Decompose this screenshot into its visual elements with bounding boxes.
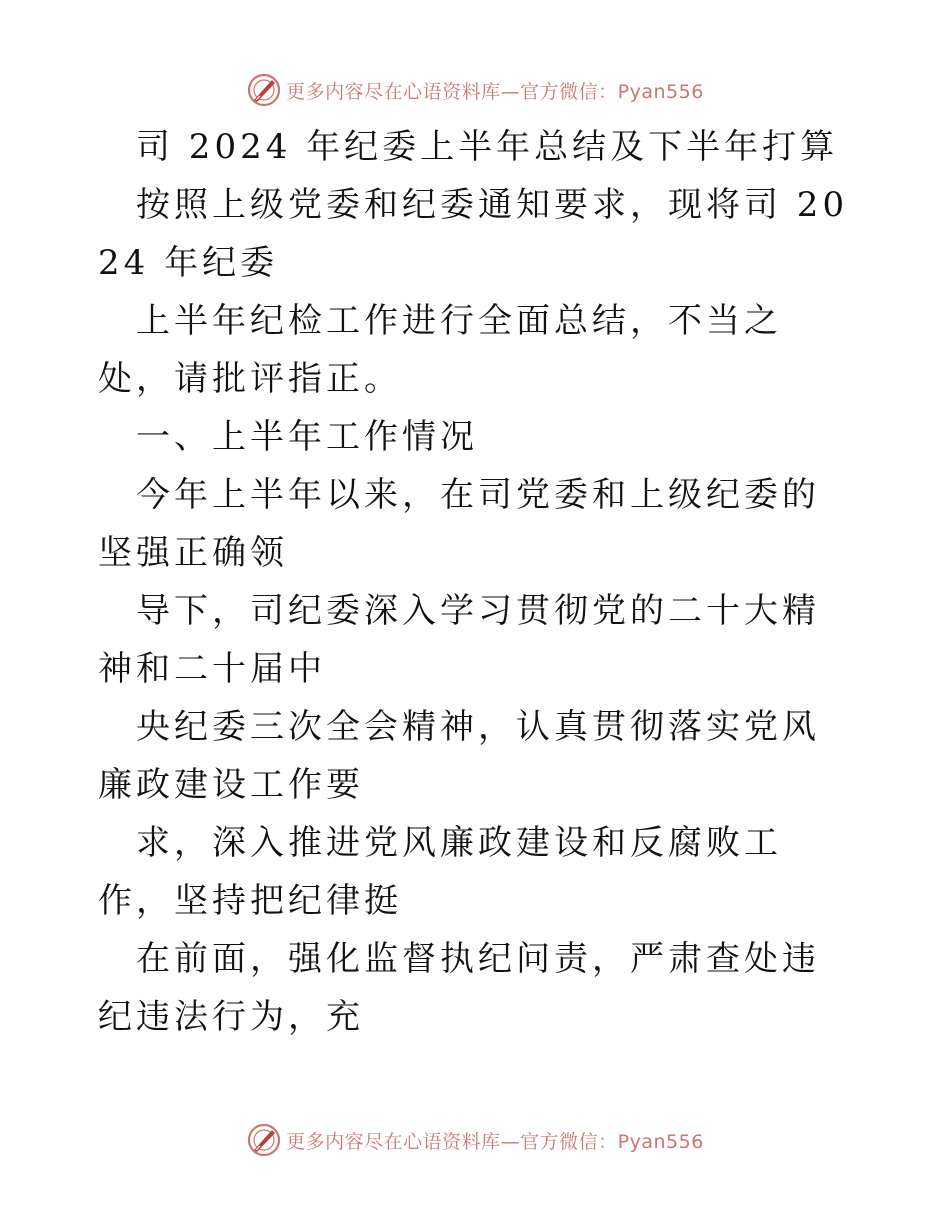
document-title: 司 2024 年纪委上半年总结及下半年打算 bbox=[136, 127, 839, 167]
section-heading-1: 一、上半年工作情况 bbox=[136, 417, 478, 457]
paragraph-1: 按照上级党委和纪委通知要求，现将司 2024 年纪委 bbox=[98, 185, 849, 283]
paragraph-5: 导下，司纪委深入学习贯彻党的二十大精神和二十届中 bbox=[98, 591, 820, 689]
paragraph-7: 求，深入推进党风廉政建设和反腐败工作，坚持把纪律挺 bbox=[98, 823, 782, 921]
paragraph-2: 上半年纪检工作进行全面总结，不当之处，请批评指正。 bbox=[98, 301, 782, 399]
watermark-footer bbox=[0, 1120, 950, 1160]
watermark-text: 更多内容尽在心语资料库—官方微信：Pyan556 bbox=[286, 80, 704, 103]
watermark-text: 更多内容尽在心语资料库—官方微信：Pyan556 bbox=[286, 1130, 704, 1153]
document-body bbox=[98, 118, 850, 1046]
quill-pen-circle-icon bbox=[246, 1122, 282, 1158]
paragraph-6: 央纪委三次全会精神，认真贯彻落实党风廉政建设工作要 bbox=[98, 707, 820, 805]
paragraph-4: 今年上半年以来，在司党委和上级纪委的坚强正确领 bbox=[98, 475, 820, 573]
quill-pen-circle-icon bbox=[246, 72, 282, 108]
paragraph-8: 在前面，强化监督执纪问责，严肃查处违纪违法行为，充 bbox=[98, 939, 820, 1037]
watermark-header bbox=[0, 70, 950, 110]
